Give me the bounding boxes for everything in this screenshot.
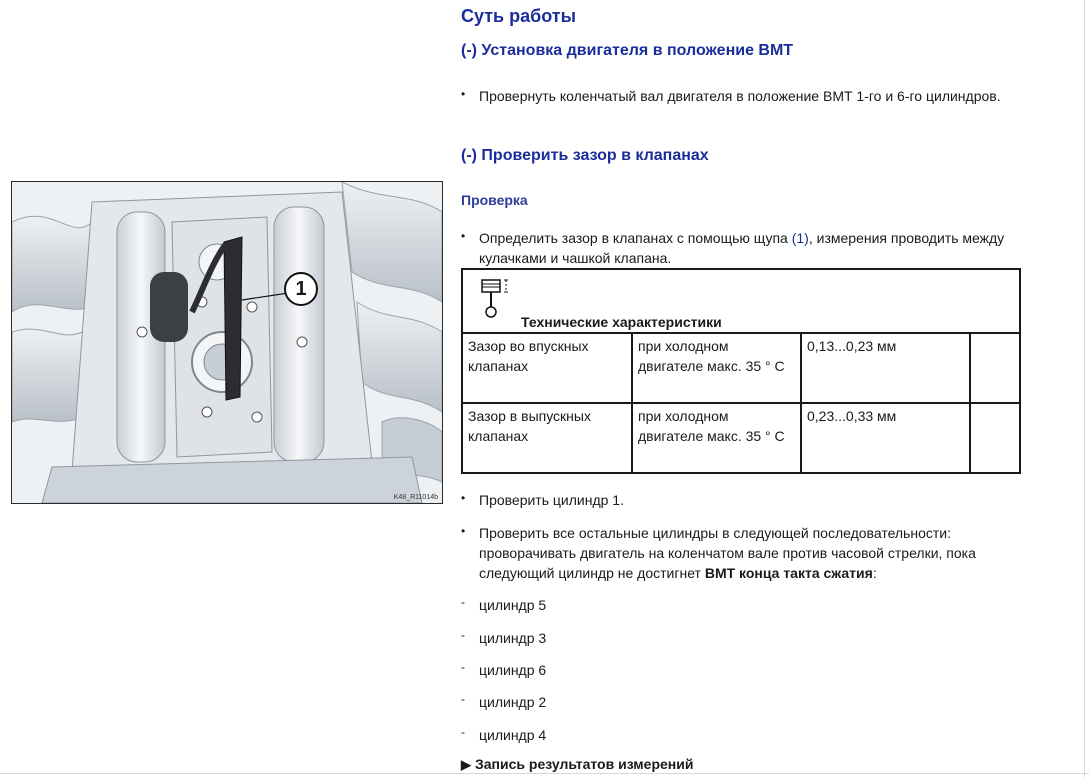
cylinder-item: - цилиндр 5 xyxy=(461,595,547,613)
bullet-check-cylinder-1: • Проверить цилиндр 1. xyxy=(461,490,1051,510)
page-border-right xyxy=(1084,0,1085,777)
page-border-bottom xyxy=(0,773,1089,774)
cylinder-item: - цилиндр 4 xyxy=(461,725,547,743)
table-cell-extra xyxy=(970,333,1020,403)
table-cell-value: 0,23...0,33 мм xyxy=(801,403,970,473)
spec-table xyxy=(461,268,1021,474)
page-heading: Суть работы xyxy=(461,6,576,26)
play-arrow-icon: ▶ xyxy=(461,757,471,772)
table-cell-param: Зазор в выпускных клапанах xyxy=(462,403,632,473)
section-title-valve-clearance[interactable]: (-) Проверить зазор в клапанах xyxy=(461,147,709,164)
cylinder-item: - цилиндр 3 xyxy=(461,628,547,646)
figure-code: K48_R11014b xyxy=(393,494,438,501)
bullet-mark: • xyxy=(461,229,466,243)
subsection-title-check: Проверка xyxy=(461,192,528,208)
bullet-rotate-crankshaft: • Провернуть коленчатый вал двигателя в положение ВМТ 1-го и 6-го цилиндров. xyxy=(461,86,1051,106)
bullet-measure-clearance: • Определить зазор в клапанах с помощью щупа (1), измерения проводить между кулачками и чашкой клапана. xyxy=(461,228,1051,268)
callout-1: 1 xyxy=(284,272,318,306)
table-row xyxy=(462,333,1020,403)
record-results-link[interactable]: ▶ Запись результатов измерений xyxy=(461,756,694,772)
spec-table-title: Технические характеристики xyxy=(521,314,722,330)
engine-drawing xyxy=(12,182,442,503)
bullet-mark: • xyxy=(461,524,466,538)
table-cell-param: Зазор во впускных клапанах xyxy=(462,333,632,403)
piston-gauge-icon xyxy=(478,278,514,322)
cylinder-item: - цилиндр 6 xyxy=(461,660,547,678)
engine-illustration xyxy=(11,181,443,504)
cylinder-item: - цилиндр 2 xyxy=(461,692,547,710)
section-title-tdc[interactable]: (-) Установка двигателя в положение ВМТ xyxy=(461,42,794,59)
bullet-mark: • xyxy=(461,491,466,505)
table-row xyxy=(462,403,1020,473)
gauge-reference-link[interactable]: (1) xyxy=(791,230,809,246)
table-cell-condition: при холодном двигателе макс. 35 ° C xyxy=(632,403,801,473)
bullet-mark: • xyxy=(461,87,466,101)
spec-table-header xyxy=(462,269,1020,333)
bullet-check-remaining: • Проверить все остальные цилиндры в следующей последовательности: проворачивать двигатель на коленчатом вале против часовой стрелки, пока следующий цилиндр не достигнет ВМТ конца такта сжатия: xyxy=(461,523,1051,583)
table-cell-extra xyxy=(970,403,1020,473)
table-cell-condition: при холодном двигателе макс. 35 ° C xyxy=(632,333,801,403)
table-cell-value: 0,13...0,23 мм xyxy=(801,333,970,403)
